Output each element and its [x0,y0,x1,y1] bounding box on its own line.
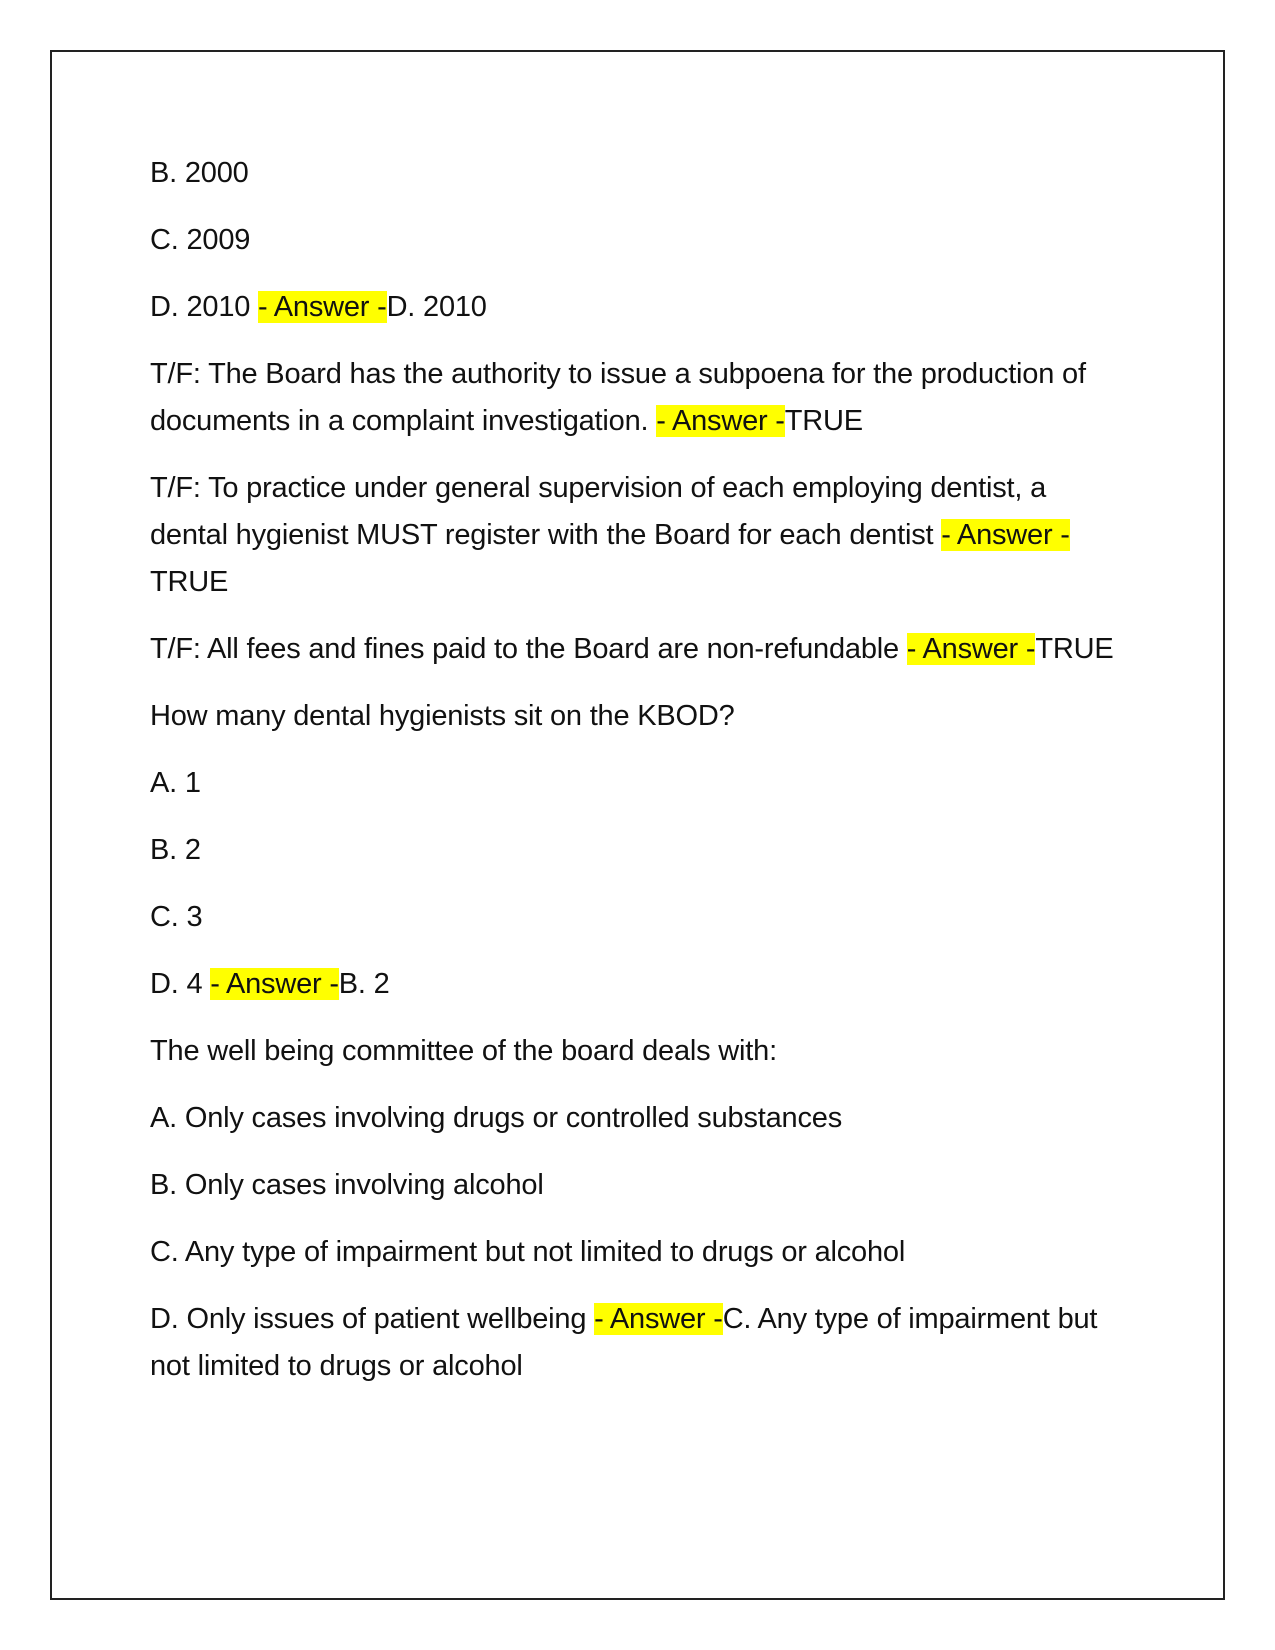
text-segment: TRUE [1035,633,1114,665]
text-segment: The well being committee of the board deals with: [150,1035,777,1067]
answer-highlight: - Answer - [656,405,785,437]
text-segment: T/F: To practice under general supervision of each employing dentist, a dental hygienist MUST register with the Board for each dentist [150,472,1047,551]
answer-highlight: - Answer - [941,519,1070,551]
text-segment: A. 1 [150,767,201,799]
paragraph [150,1229,1130,1276]
paragraph [150,284,1130,331]
text-segment: D. 4 [150,968,211,1000]
text-segment: T/F: The Board has the authority to issue a subpoena for the production of documents in a complaint investigation. [150,358,1086,437]
text-segment: C. Any type of impairment but not limited to drugs or alcohol [150,1236,906,1268]
paragraph [150,961,1130,1008]
text-segment: TRUE [784,405,863,437]
paragraph [150,1296,1130,1390]
answer-highlight: - Answer - [210,968,339,1000]
text-segment: TRUE [150,566,229,598]
paragraph [150,1028,1130,1075]
text-segment: D. Only issues of patient wellbeing [150,1303,595,1335]
paragraph [150,626,1130,673]
paragraph [150,1095,1130,1142]
paragraph [150,1162,1130,1209]
text-segment: B. 2 [150,834,201,866]
paragraph [150,351,1130,445]
text-segment: B. Only cases involving alcohol [150,1169,544,1201]
text-segment: T/F: All fees and fines paid to the Board are non-refundable [150,633,907,665]
document-body [150,150,1130,1410]
text-segment: D. 2010 [150,291,259,323]
text-segment: A. Only cases involving drugs or controlled substances [150,1102,842,1134]
text-segment: B. 2 [338,968,390,1000]
paragraph [150,894,1130,941]
text-segment: C. Any type of impairment but not limited to drugs or alcohol [150,1303,1098,1382]
paragraph [150,465,1130,606]
text-segment: C. 3 [150,901,203,933]
answer-highlight: - Answer - [906,633,1036,665]
text-segment: How many dental hygienists sit on the KBOD? [150,700,735,732]
paragraph [150,760,1130,807]
answer-highlight: - Answer - [258,291,387,323]
text-segment: D. 2010 [386,291,487,323]
paragraph [150,693,1130,740]
answer-highlight: - Answer - [594,1303,723,1335]
paragraph [150,150,1130,197]
paragraph [150,827,1130,874]
text-segment: B. 2000 [150,157,249,189]
text-segment: C. 2009 [150,224,251,256]
paragraph [150,217,1130,264]
